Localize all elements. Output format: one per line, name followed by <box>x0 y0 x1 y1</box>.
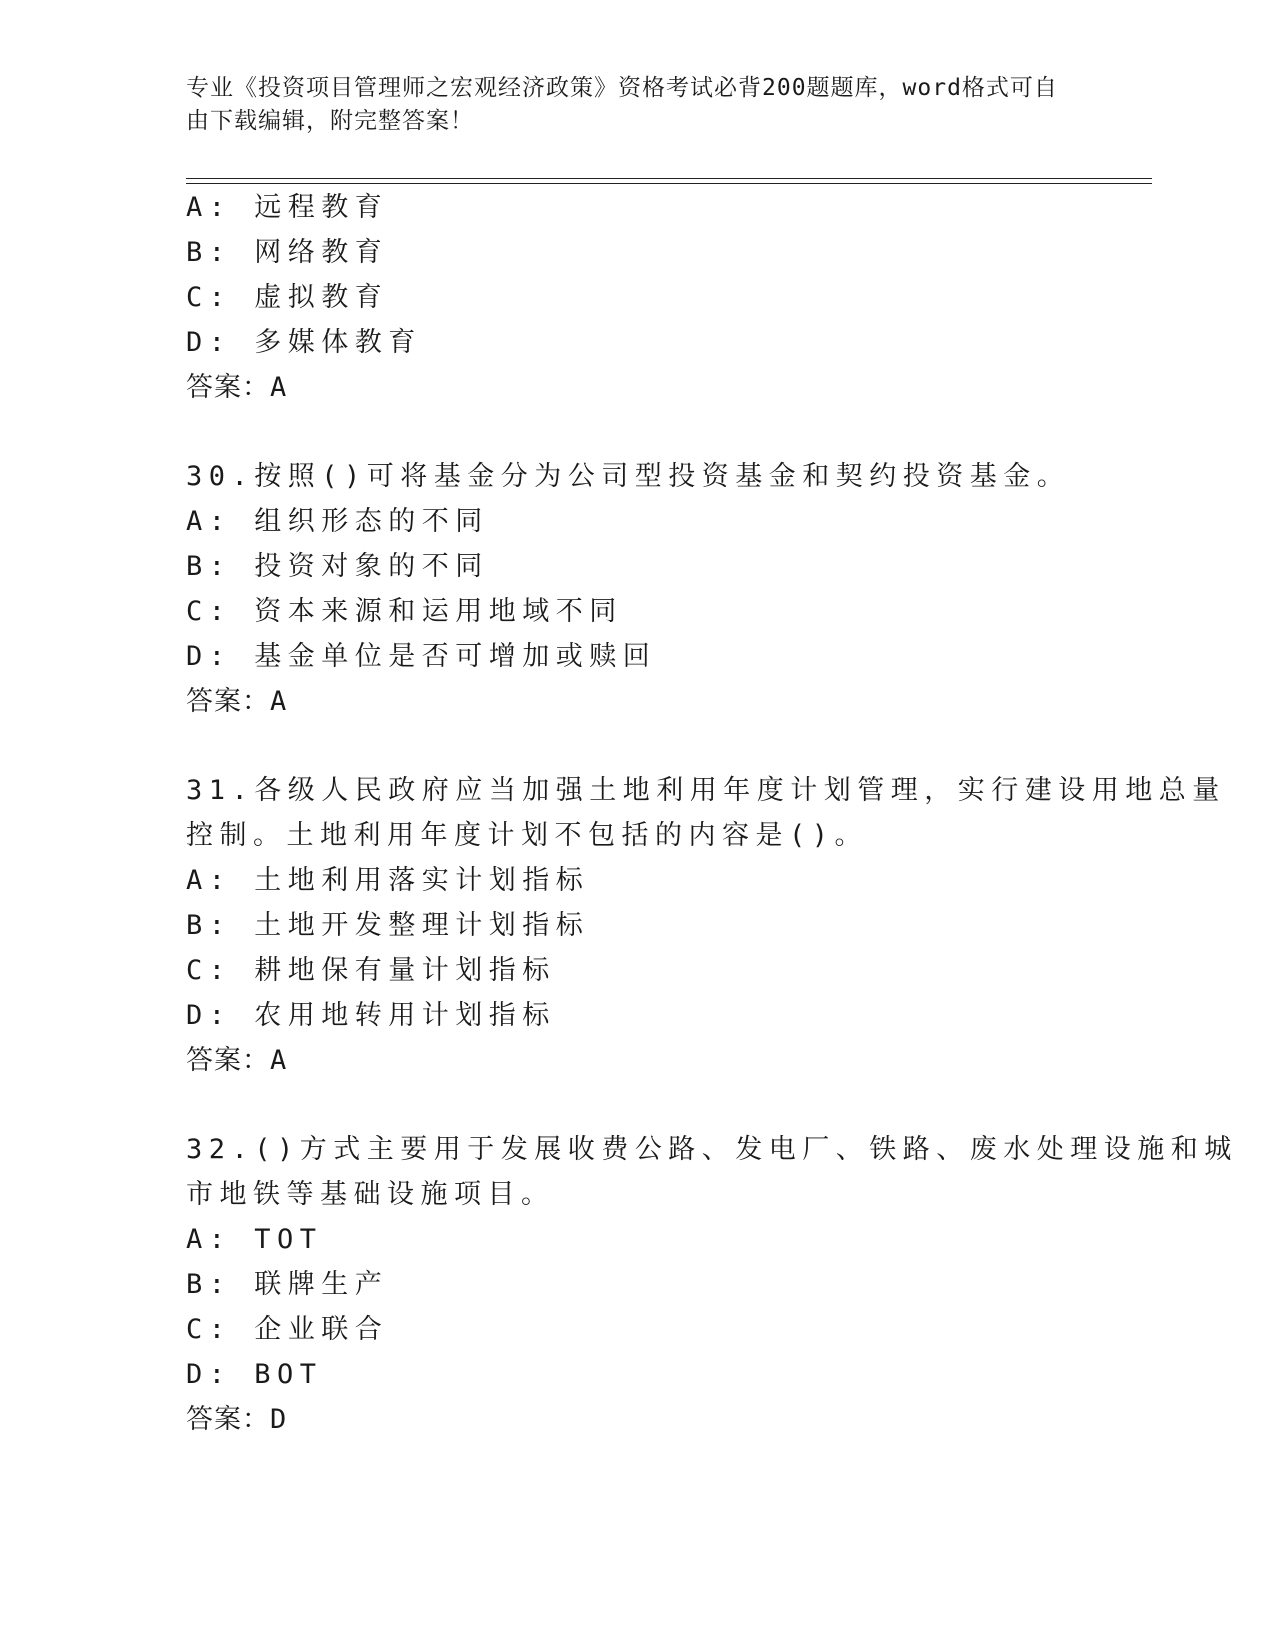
q31-answer <box>186 1044 287 1078</box>
answer-label: 答案： <box>186 372 270 403</box>
q29-answer <box>186 371 287 405</box>
q29-option-b: B: 网络教育 <box>186 237 389 268</box>
answer-value: A <box>270 686 288 717</box>
q30-option-d: D: 基金单位是否可增加或赎回 <box>186 641 657 672</box>
q30-option-a: A: 组织形态的不同 <box>186 506 489 537</box>
q32-stem-line-2: 市地铁等基础设施项目。 <box>186 1179 555 1210</box>
q31-option-c: C: 耕地保有量计划指标 <box>186 955 556 986</box>
answer-label: 答案： <box>186 1045 270 1076</box>
answer-value: A <box>270 1045 288 1076</box>
q31-stem-line-2: 控制。土地利用年度计划不包括的内容是()。 <box>186 820 869 851</box>
q31-option-d: D: 农用地转用计划指标 <box>186 1000 556 1031</box>
q30-option-b: B: 投资对象的不同 <box>186 551 489 582</box>
answer-value: D <box>270 1404 288 1435</box>
q31-option-b: B: 土地开发整理计划指标 <box>186 910 590 941</box>
q29-option-d: D: 多媒体教育 <box>186 327 422 358</box>
q30-option-c: C: 资本来源和运用地域不同 <box>186 596 623 627</box>
q32-option-a: A: TOT <box>186 1224 323 1255</box>
q29-option-a: A: 远程教育 <box>186 192 389 223</box>
answer-label: 答案： <box>186 1404 270 1435</box>
answer-value: A <box>270 372 288 403</box>
q32-option-c: C: 企业联合 <box>186 1314 389 1345</box>
q31-stem-line-1: 31.各级人民政府应当加强土地利用年度计划管理，实行建设用地总量 <box>186 775 1226 806</box>
q30-stem-line-1: 30.按照()可将基金分为公司型投资基金和契约投资基金。 <box>186 461 1071 492</box>
q32-stem-line-1: 32.()方式主要用于发展收费公路、发电厂、铁路、废水处理设施和城 <box>186 1134 1238 1165</box>
q32-answer <box>186 1403 287 1437</box>
answer-label: 答案： <box>186 686 270 717</box>
q32-option-d: D: BOT <box>186 1359 323 1390</box>
q30-answer <box>186 685 287 719</box>
header-divider-top <box>186 178 1152 179</box>
q31-option-a: A: 土地利用落实计划指标 <box>186 865 590 896</box>
q32-option-b: B: 联牌生产 <box>186 1269 389 1300</box>
q29-option-c: C: 虚拟教育 <box>186 282 389 313</box>
document-title: 专业《投资项目管理师之宏观经济政策》资格考试必背200题题库，word格式可自由下载编辑，附完整答案！ <box>186 75 1058 134</box>
header-divider-bottom <box>186 183 1152 184</box>
